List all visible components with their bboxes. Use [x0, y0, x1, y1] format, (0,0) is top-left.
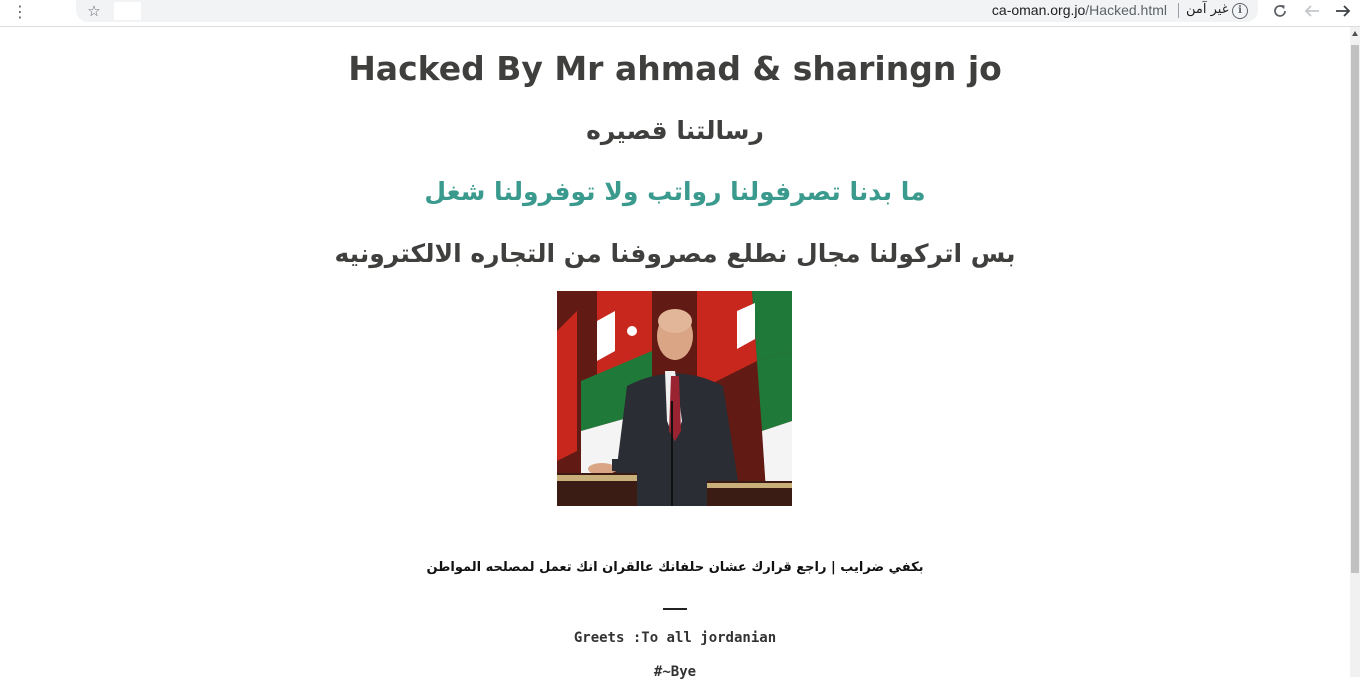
security-label[interactable]: غير آمن: [1186, 2, 1229, 17]
message-line: بس اتركولنا مجال نطلع مصروفنا من التجاره الالكترونيه: [334, 239, 1016, 268]
url-separator: [1178, 3, 1179, 18]
divider: [663, 608, 687, 610]
message-line-accent: ما بدنا تصرفولنا رواتب ولا توفرولنا شغل: [424, 177, 926, 206]
page-title: Hacked By Mr ahmad & sharingn jo: [348, 49, 1002, 88]
vertical-scrollbar[interactable]: [1350, 27, 1360, 677]
official-portrait-image: [557, 291, 792, 506]
greets-text: Greets :To all jordanian: [573, 630, 777, 646]
scroll-up-arrow-icon[interactable]: [1352, 31, 1358, 36]
reload-icon[interactable]: [1268, 0, 1292, 22]
message-heading: رسالتنا قصيره: [586, 116, 764, 145]
back-arrow-icon[interactable]: [1300, 0, 1324, 22]
forward-arrow-icon[interactable]: [1331, 0, 1355, 22]
browser-toolbar: [0, 0, 1360, 27]
star-icon[interactable]: ☆: [87, 2, 101, 20]
info-icon[interactable]: i: [1232, 3, 1248, 19]
bye-text: #~Bye: [653, 664, 697, 680]
note-text: بكفي ضرايب | راجع قرارك عشان حلفانك عالقران انك تعمل لمصلحه المواطن: [426, 560, 924, 575]
kebab-menu-icon[interactable]: ⋮: [12, 1, 28, 21]
url-host: ca-oman.org.jo: [991, 2, 1086, 18]
extension-icon[interactable]: [114, 2, 141, 20]
url-path: /Hacked.html: [1085, 2, 1167, 18]
scroll-thumb[interactable]: [1351, 45, 1359, 573]
url-text[interactable]: [992, 2, 1167, 18]
page-content: [0, 27, 1350, 680]
